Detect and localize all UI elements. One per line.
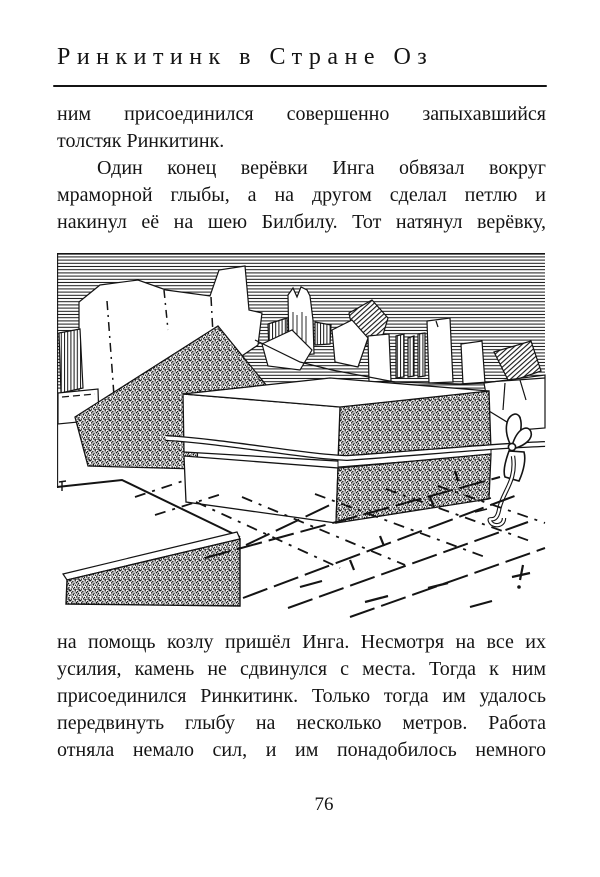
running-head: Ринкитинк в Стране Оз (57, 44, 434, 70)
header-rule (53, 85, 547, 87)
text-line: накинул её на шею Билбилу. Тот натянул верёвку, (57, 211, 546, 233)
text-line: усилия, камень не сдвинулся с места. Тогда к ним (57, 658, 546, 680)
dark-wedge (63, 532, 240, 606)
text-line: ним присоединился совершенно запыхавшийся (57, 103, 546, 125)
text-line: толстяк Ринкитинк. (57, 130, 225, 152)
text-line: на помощь козлу пришёл Инга. Несмотря на все их (57, 631, 546, 653)
engraving-illustration (55, 250, 547, 622)
text-line: присоединился Ринкитинк. Только тогда им удалось (57, 685, 546, 707)
text-line: мраморной глыбы, а на другом сделал петлю и (57, 184, 546, 206)
text-line: передвинуть глыбу на несколько метров. Работа (57, 712, 546, 734)
paragraph-bottom (57, 629, 546, 764)
text-line: Один конец верёвки Инга обвязал вокруг (97, 157, 546, 179)
paragraph-top (57, 101, 546, 236)
text-line: отняла немало сил, и им понадобилось немного (57, 739, 546, 761)
page-number: 76 (314, 794, 334, 815)
